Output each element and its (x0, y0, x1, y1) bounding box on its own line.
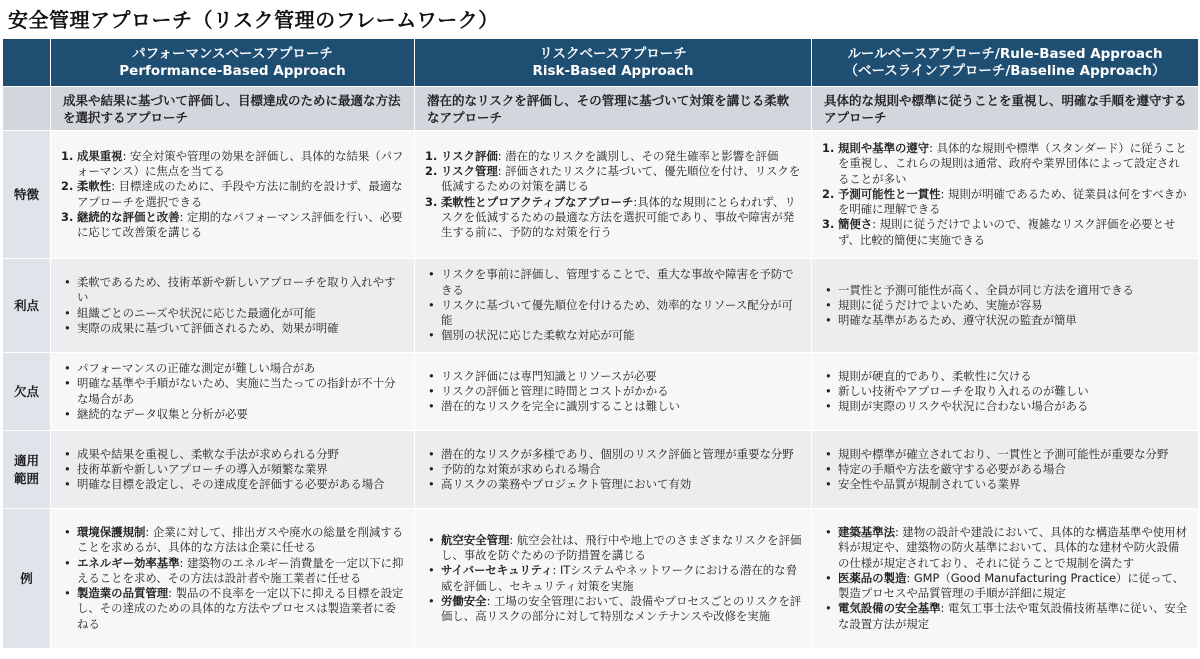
list-item: 簡便さ: 規則に従うだけでよいので、複雑なリスク評価を必要とせず、比較的簡便に実施できる (838, 217, 1176, 247)
examples-rule-list (822, 525, 1190, 631)
examples-row (3, 509, 1199, 649)
header-rule-line1: ルールベースアプローチ/Rule-Based Approach (847, 45, 1163, 62)
features-row (3, 131, 1199, 259)
examples-risk (415, 509, 812, 649)
disadvantages-performance (51, 353, 415, 431)
list-item: • 継続的なデータ収集と分析が必要 (61, 407, 406, 422)
disadvantages-performance-list (61, 361, 406, 422)
list-item: • 成果や結果を重視し、柔軟な手法が求められる分野 (61, 447, 406, 462)
list-item: • パフォーマンスの正確な測定が難しい場合があ (61, 361, 406, 376)
list-item: リスク評価: 潜在的なリスクを識別し、その発生確率と影響を評価 (441, 148, 779, 163)
disadvantages-risk (415, 353, 812, 431)
list-item: • 技術革新や新しいアプローチの導入が頻繁な業界 (61, 462, 406, 477)
examples-label: 例 (3, 509, 51, 649)
list-item: • 規則や標準が確立されており、一貫性と予測可能性が重要な分野 (822, 447, 1190, 462)
header-rule-line2: （ベースラインアプローチ/Baseline Approach） (844, 62, 1166, 79)
list-item: • 潜在的なリスクを完全に識別することは難しい (425, 399, 803, 414)
list-item: • 特定の手順や方法を厳守する必要がある場合 (822, 462, 1190, 477)
list-item: • 電気設備の安全基準: 電気工事士法や電気設備技術基準に従い、安全な設置方法が規定 (822, 601, 1190, 631)
list-item: • 明確な目標を設定し、その達成度を評価する必要がある場合 (61, 477, 406, 492)
summary-rule: 具体的な規則や標準に従うことを重視し、明確な手順を遵守するアプローチ (812, 87, 1199, 131)
header-performance-jp: パフォーマンスベースアプローチ (132, 45, 333, 62)
disadvantages-rule (812, 353, 1199, 431)
list-item: • 規則に従うだけでよいため、実施が容易 (822, 298, 1190, 313)
header-risk (415, 39, 812, 87)
advantages-risk-list (425, 267, 803, 343)
list-item: • 予防的な対策が求められる場合 (425, 462, 803, 477)
features-rule-list (822, 141, 1190, 247)
header-risk-en: Risk-Based Approach (532, 62, 694, 79)
list-item: • 医薬品の製造: GMP（Good Manufacturing Practice）に従って、製造プロセスや品質管理の手順が詳細に規定 (822, 571, 1190, 601)
features-risk (415, 131, 812, 259)
features-label: 特徴 (3, 131, 51, 259)
list-item: • エネルギー効率基準: 建築物のエネルギー消費量を一定以下に抑えることを求め、その方法は設計者や施工業者に任せる (61, 556, 406, 586)
scope-risk (415, 431, 812, 509)
list-item: • 組織ごとのニーズや状況に応じた最適化が可能 (61, 306, 406, 321)
summary-rowhead (3, 87, 51, 131)
scope-rule (812, 431, 1199, 509)
advantages-risk (415, 259, 812, 353)
summary-performance: 成果や結果に基づいて評価し、目標達成のために最適な方法を選択するアプローチ (51, 87, 415, 131)
header-rule (812, 39, 1199, 87)
advantages-rule-list (822, 283, 1190, 329)
advantages-performance (51, 259, 415, 353)
list-item: • リスクの評価と管理に時間とコストがかかる (425, 384, 803, 399)
advantages-row (3, 259, 1199, 353)
list-item: • 潜在的なリスクが多様であり、個別のリスク評価と管理が重要な分野 (425, 447, 803, 462)
features-performance-list (61, 149, 406, 240)
list-item: • 規則が硬直的であり、柔軟性に欠ける (822, 369, 1190, 384)
examples-rule (812, 509, 1199, 649)
examples-performance (51, 509, 415, 649)
list-item: 規則や基準の遵守: 具体的な規則や標準（スタンダード）に従うことを重視し、これらの規則は通常、政府や業界団体によって設定されることが多い (838, 141, 1187, 186)
list-item: リスク管理: 評価されたリスクに基づいて、優先順位を付け、リスクを低減するための対策を講じる (441, 164, 801, 194)
list-item: • 明確な基準や手順がないため、実施に当たっての指針が不十分な場合があ (61, 376, 406, 406)
list-item: 柔軟性: 目標達成のために、手段や方法に制約を設けず、最適なアプローチを選択できる (77, 179, 403, 209)
header-performance-en: Performance-Based Approach (119, 62, 346, 79)
scope-rule-list (822, 447, 1190, 493)
list-item: • 柔軟であるため、技術革新や新しいアプローチを取り入れやすい (61, 275, 406, 305)
advantages-performance-list (61, 275, 406, 336)
list-item: • 労働安全: 工場の安全管理において、設備やプロセスごとのリスクを評価し、高リスクの部分に対して特別なメンテナンスや改修を実施 (425, 594, 803, 624)
summary-risk: 潜在的なリスクを評価し、その管理に基づいて対策を講じる柔軟なアプローチ (415, 87, 812, 131)
list-item: • リスクを事前に評価し、管理することで、重大な事故や障害を予防できる (425, 267, 803, 297)
disadvantages-label: 欠点 (3, 353, 51, 431)
list-item: • 実際の成果に基づいて評価されるため、効果が明確 (61, 321, 406, 336)
list-item: • 航空安全管理: 航空会社は、飛行中や地上でのさまざまなリスクを評価し、事故を防ぐための予防措置を講じる (425, 533, 803, 563)
header-performance (51, 39, 415, 87)
list-item: • 明確な基準があるため、遵守状況の監査が簡単 (822, 313, 1190, 328)
list-item: 継続的な評価と改善: 定期的なパフォーマンス評価を行い、必要に応じて改善策を講じる (77, 209, 403, 239)
header-corner (3, 39, 51, 87)
scope-performance (51, 431, 415, 509)
list-item: • 規則が実際のリスクや状況に合わない場合がある (822, 399, 1190, 414)
list-item: • 製造業の品質管理: 製品の不良率を一定以下に抑える目標を設定し、その達成のための具体的な方法やプロセスは製造業者に委ねる (61, 586, 406, 632)
summary-row (3, 87, 1199, 131)
list-item: • 環境保護規制: 企業に対して、排出ガスや廃水の総量を削減することを求めるが、具体的な方法は企業に任せる (61, 525, 406, 555)
features-performance (51, 131, 415, 259)
disadvantages-row (3, 353, 1199, 431)
list-item: • 高リスクの業務やプロジェクト管理において有効 (425, 477, 803, 492)
advantages-label: 利点 (3, 259, 51, 353)
scope-risk-list (425, 447, 803, 493)
features-rule (812, 131, 1199, 259)
list-item: • リスク評価には専門知識とリソースが必要 (425, 369, 803, 384)
list-item: • 新しい技術やアプローチを取り入れるのが難しい (822, 384, 1190, 399)
list-item: 成果重視: 安全対策や管理の効果を評価し、具体的な結果（パフォーマンス）に焦点を当てる (77, 148, 404, 179)
list-item: • 安全性や品質が規制されている業界 (822, 477, 1190, 492)
examples-performance-list (61, 525, 406, 631)
list-item: • サイバーセキュリティ: ITシステムやネットワークにおける潜在的な脅威を評価し、セキュリティ対策を実施 (425, 563, 803, 593)
disadvantages-rule-list (822, 369, 1190, 415)
advantages-rule (812, 259, 1199, 353)
list-item: 柔軟性とプロアクティブなアプローチ:具体的な規則にとらわれず、リスクを低減するための最適な方法を選択可能であり、事故や障害が発生する前に、予防的な対策を行う (441, 194, 796, 239)
list-item: • リスクに基づいて優先順位を付けるため、効率的なリソース配分が可能 (425, 298, 803, 328)
features-risk-list (425, 149, 803, 240)
scope-label-line2: 範囲 (13, 470, 39, 486)
framework-table (2, 38, 1199, 649)
scope-row (3, 431, 1199, 509)
page-title: 安全管理アプローチ（リスク管理のフレームワーク） (8, 8, 499, 32)
scope-performance-list (61, 447, 406, 493)
list-item: 予測可能性と一貫性: 規則が明確であるため、従業員は何をすべきかを明確に理解できる (838, 186, 1187, 217)
header-row (3, 39, 1199, 87)
scope-label-line1: 適用 (13, 452, 39, 468)
examples-risk-list (425, 533, 803, 624)
list-item: • 建築基準法: 建物の設計や建設において、具体的な構造基準や使用材料が規定や、建築物の防火基準において、具体的な建材や防火設備の仕様が規定されており、それに従うことで規制を満たす (822, 525, 1190, 571)
scope-label (3, 431, 51, 509)
header-risk-jp: リスクベースアプローチ (539, 45, 687, 62)
list-item: • 一貫性と予測可能性が高く、全員が同じ方法を適用できる (822, 283, 1190, 298)
list-item: • 個別の状況に応じた柔軟な対応が可能 (425, 328, 803, 343)
disadvantages-risk-list (425, 369, 803, 415)
